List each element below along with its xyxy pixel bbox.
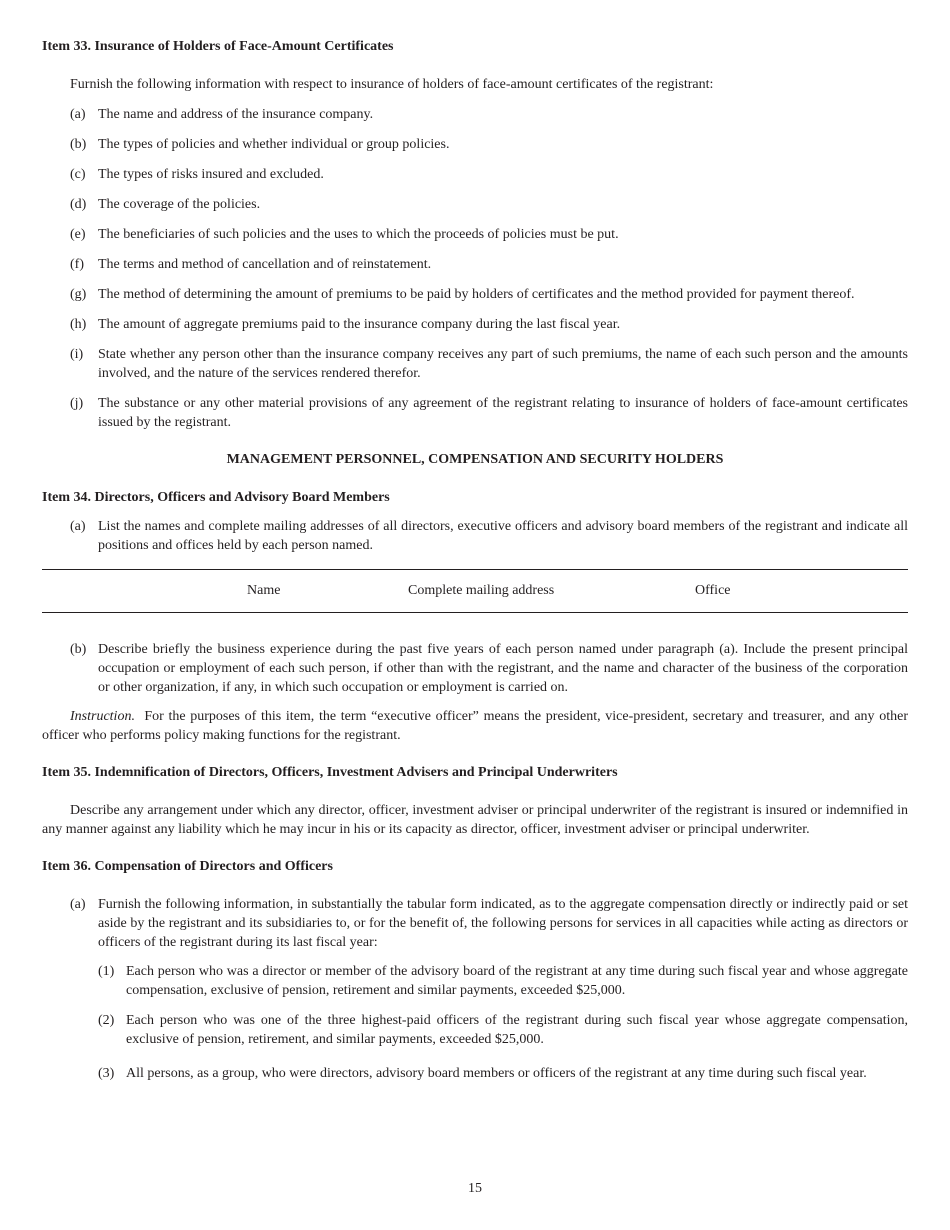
- list-item-label: (f): [70, 257, 84, 272]
- list-item: [42, 225, 908, 244]
- list-item-label: (a): [70, 107, 86, 122]
- list-item: [42, 394, 908, 432]
- list-item-label: (i): [70, 347, 84, 362]
- list-item-label: (b): [70, 137, 87, 152]
- list-item-text: The method of determining the amount of premiums to be paid by holders of certificates and the method provided for payment thereof.: [98, 287, 855, 302]
- table-header-address: Complete mailing address: [408, 583, 555, 598]
- list-item-label: (e): [70, 227, 86, 242]
- list-item: [42, 285, 908, 304]
- section-heading: MANAGEMENT PERSONNEL, COMPENSATION AND SECURITY HOLDERS: [226, 452, 724, 467]
- list-item-text: The terms and method of cancellation and of reinstatement.: [98, 257, 432, 272]
- sub-list-item: [42, 1064, 908, 1083]
- list-item-label: (d): [70, 197, 87, 212]
- table-header-row: [42, 570, 908, 612]
- instruction-text: For the purposes of this item, the term “executive officer” means the president, vice-president, secretary and treasurer, and any other officer who performs policy making functions for the registrant.: [42, 709, 908, 743]
- item-34-instruction: [42, 707, 908, 745]
- sub-list-item-text: All persons, as a group, who were directors, advisory board members or officers of the registrant at any time during such fiscal year.: [126, 1066, 867, 1081]
- item-35-heading: Item 35. Indemnification of Directors, Officers, Investment Advisers and Principal Underwriters: [42, 765, 618, 780]
- list-item: [42, 315, 908, 334]
- table-bottom-rule: [42, 612, 908, 613]
- item-33-list: [42, 105, 908, 432]
- sub-list-item: [42, 1011, 908, 1049]
- item-33-intro: Furnish the following information with respect to insurance of holders of face-amount certificates of the registrant:: [70, 77, 714, 92]
- item-36-a: [42, 895, 908, 952]
- sub-list-item-label: (1): [98, 964, 115, 979]
- table-header-office: Office: [695, 583, 731, 598]
- list-item-label: (j): [70, 396, 84, 411]
- list-item: [42, 105, 908, 124]
- item-36-sub-list: [42, 962, 908, 1083]
- sub-list-item-text: Each person who was one of the three highest-paid officers of the registrant during such fiscal year whose aggregate compensation, exclusive of pension, retirement, and similar payments, exceeded $25,000.: [126, 1013, 908, 1047]
- list-item: [42, 255, 908, 274]
- officers-table: [42, 569, 908, 613]
- list-item: [42, 195, 908, 214]
- item-34-a: [42, 517, 908, 555]
- list-item-text: The amount of aggregate premiums paid to the insurance company during the last fiscal year.: [98, 317, 621, 332]
- list-item: [42, 135, 908, 154]
- instruction-label: Instruction.: [70, 709, 135, 724]
- list-item-text: The types of policies and whether individual or group policies.: [98, 137, 450, 152]
- sub-list-item-text: Each person who was a director or member of the advisory board of the registrant at any time during such fiscal year and whose aggregate compensation, exclusive of pension, retirement and similar payments, exceeded $25,000.: [126, 964, 908, 998]
- list-item-text: Furnish the following information, in substantially the tabular form indicated, as to the aggregate compensation directly or indirectly paid or set aside by the registrant and its subsidiaries to, or for the benefit of, the following persons for services in all capacities while acting as directors or officers of the registrant during its last fiscal year:: [98, 897, 908, 950]
- sub-list-item: [42, 962, 908, 1000]
- list-item-text: The coverage of the policies.: [98, 197, 261, 212]
- item-33-heading: Item 33. Insurance of Holders of Face-Amount Certificates: [42, 39, 394, 54]
- item-35-text: Describe any arrangement under which any director, officer, investment adviser or principal underwriter of the registrant is insured or indemnified in any manner against any liability which he may incur in his or its capacity as director, officer, investment adviser or principal underwriter.: [42, 803, 908, 837]
- list-item-label: (b): [70, 642, 87, 657]
- item-34-b: [42, 640, 908, 697]
- list-item: [42, 345, 908, 383]
- document-page: [42, 37, 908, 1083]
- list-item-text: List the names and complete mailing addresses of all directors, executive officers and advisory board members of the registrant and indicate all positions and offices held by each person named.: [98, 519, 908, 553]
- list-item-label: (a): [70, 519, 86, 534]
- list-item-text: Describe briefly the business experience during the past five years of each person named under paragraph (a). Include the present principal occupation or employment of each such person, if other than with the registrant, and the name and character of the business of the corporation or other organization, if any, in which such occupation or employment is carried on.: [98, 642, 908, 695]
- list-item: [42, 165, 908, 184]
- item-36-heading: Item 36. Compensation of Directors and Officers: [42, 859, 333, 874]
- item-34-heading: Item 34. Directors, Officers and Advisory Board Members: [42, 490, 390, 505]
- list-item-text: The types of risks insured and excluded.: [98, 167, 324, 182]
- list-item-text: The name and address of the insurance company.: [98, 107, 374, 122]
- list-item-text: The beneficiaries of such policies and the uses to which the proceeds of policies must be put.: [98, 227, 619, 242]
- list-item-label: (h): [70, 317, 87, 332]
- list-item-label: (c): [70, 167, 86, 182]
- page-number: 15: [468, 1181, 482, 1196]
- list-item-label: (a): [70, 897, 86, 912]
- table-header-name: Name: [247, 583, 281, 598]
- list-item-text: State whether any person other than the insurance company receives any part of such premiums, the name of each such person and the amounts involved, and the nature of the services rendered therefor.: [98, 347, 908, 381]
- sub-list-item-label: (3): [98, 1066, 115, 1081]
- sub-list-item-label: (2): [98, 1013, 115, 1028]
- list-item-text: The substance or any other material provisions of any agreement of the registrant relating to insurance of holders of face-amount certificates issued by the registrant.: [98, 396, 908, 430]
- list-item-label: (g): [70, 287, 87, 302]
